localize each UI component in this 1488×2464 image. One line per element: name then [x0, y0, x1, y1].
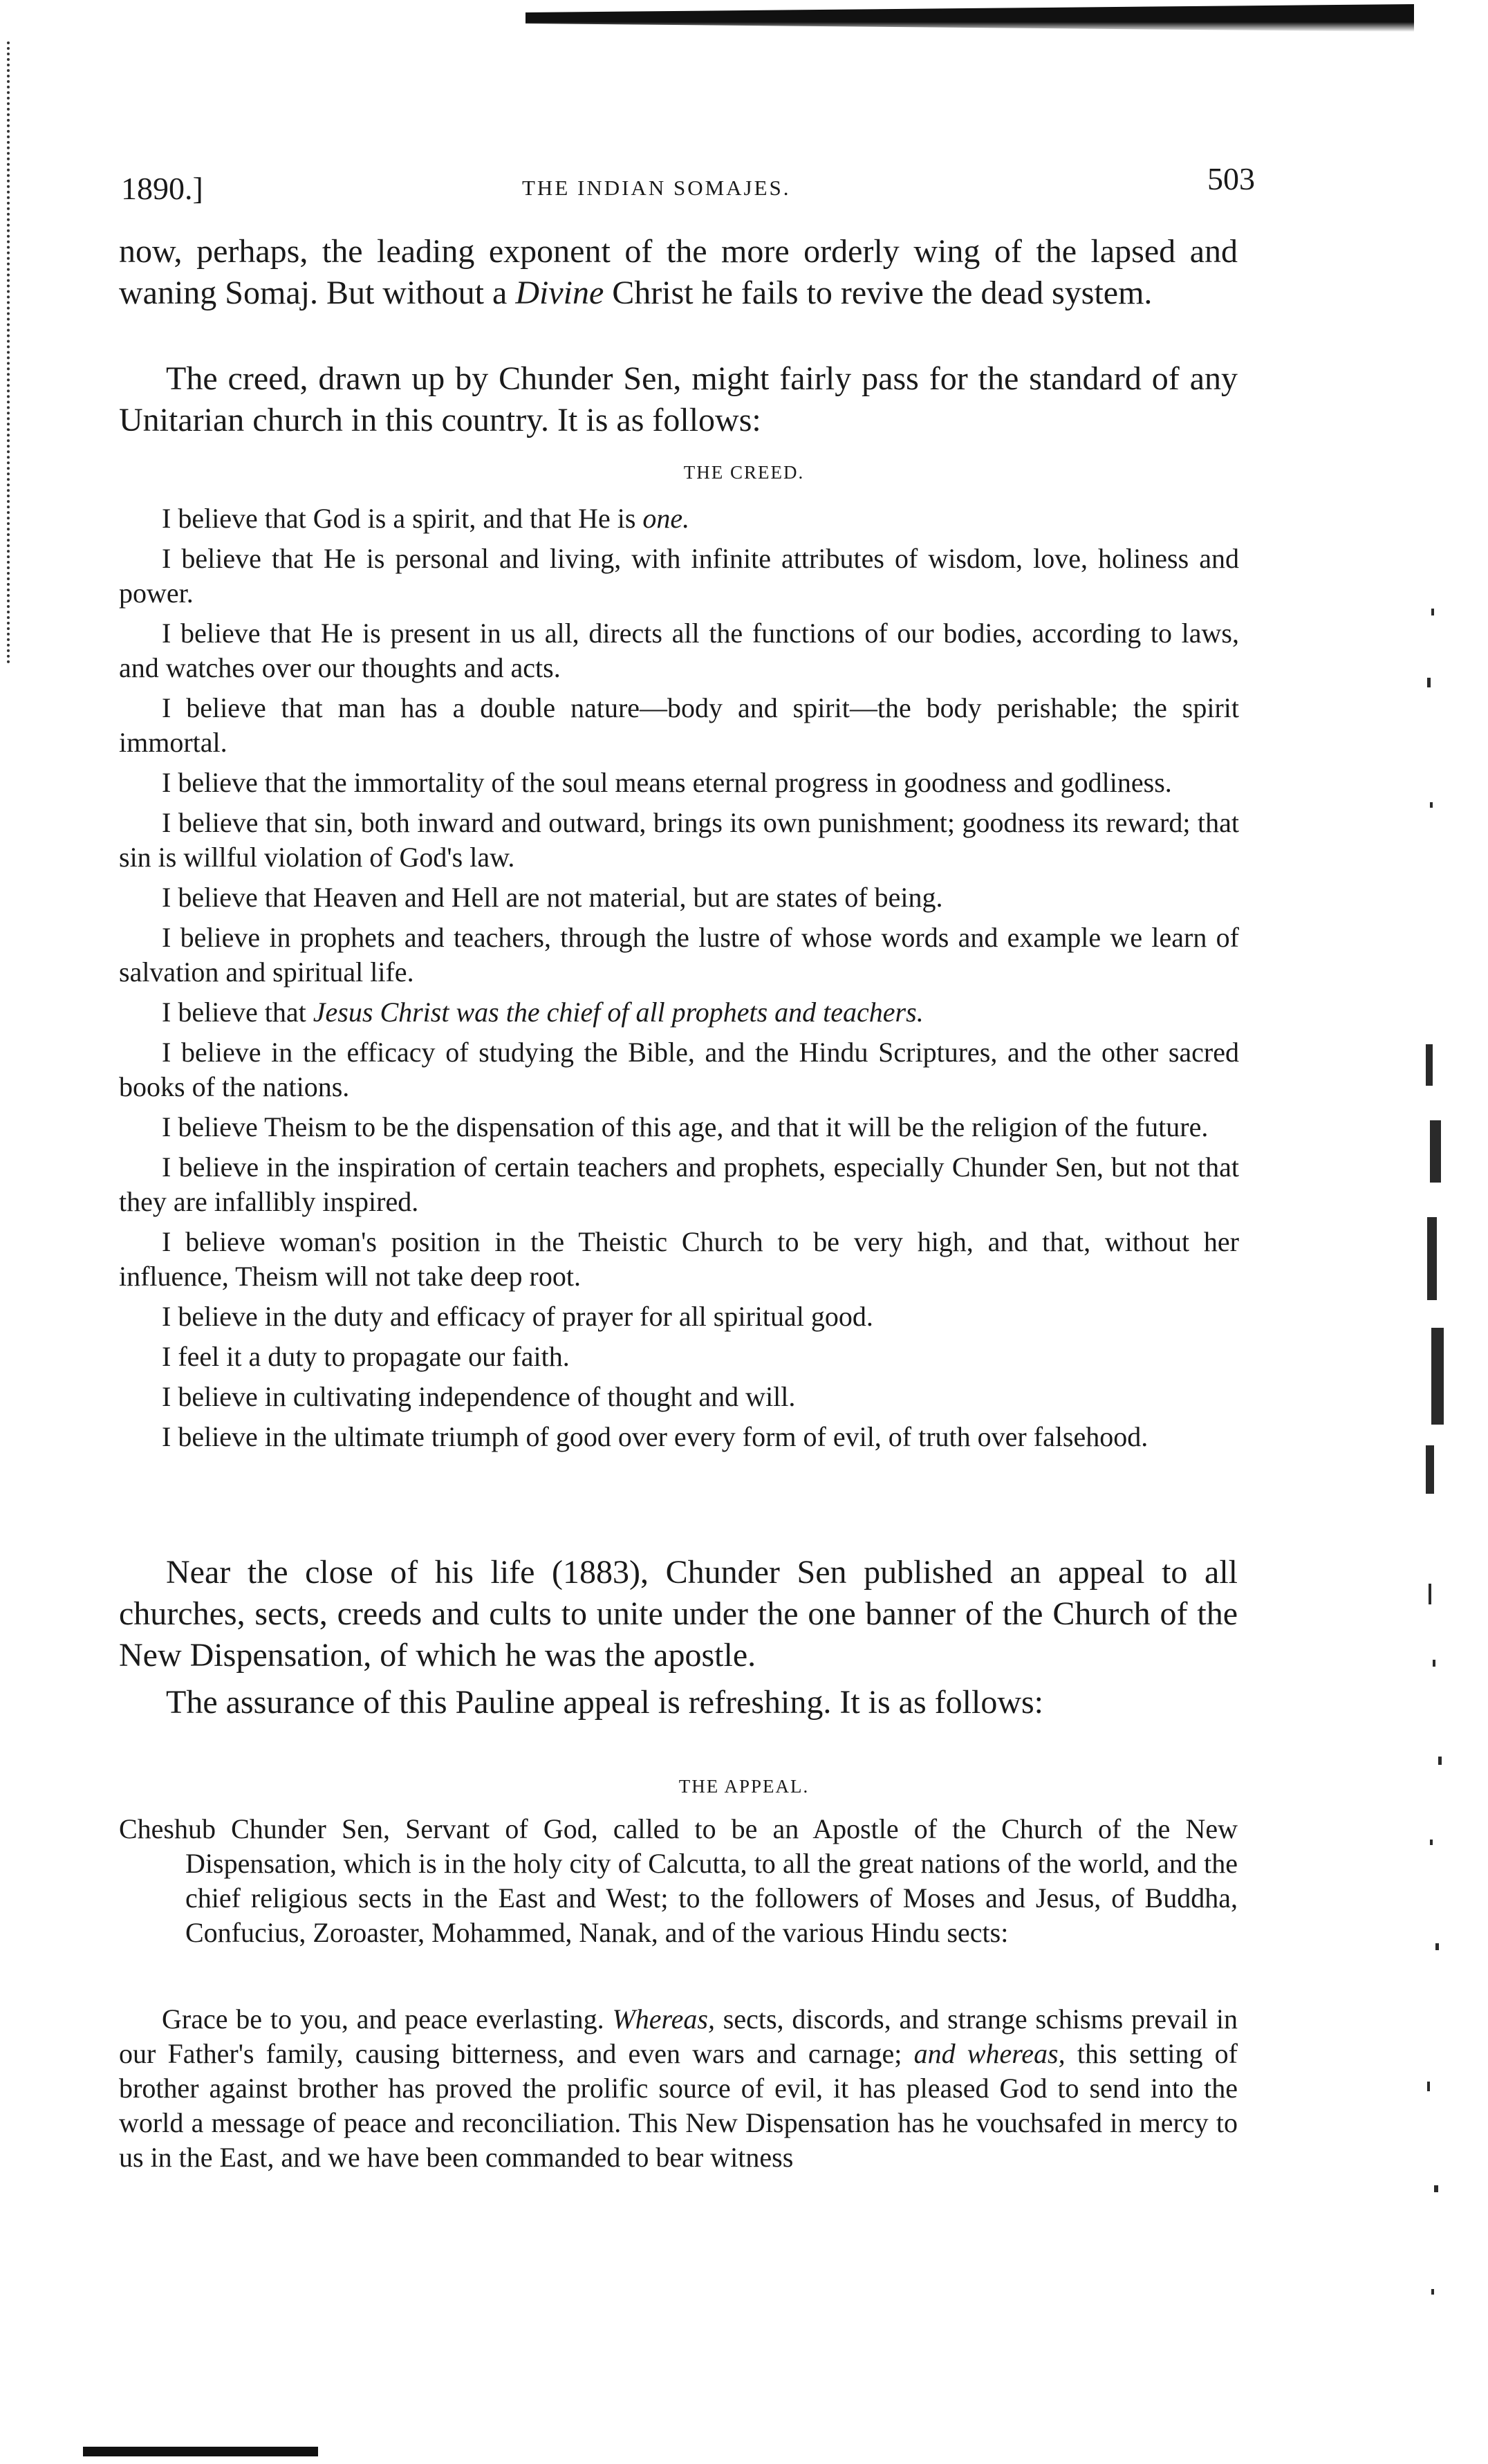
appeal-text: this setting of brother against brother has proved the prolific source of evil, it has pleased God to send into the world a message of peace and reconciliation. This New Dispensation has he vouchsafed in mercy to us in the East, and we have been commanded to bear witness — [119, 2038, 1238, 2173]
page-number: 503 — [1207, 161, 1255, 196]
creed-item: I feel it a duty to propagate our faith. — [162, 1341, 570, 1372]
creed-item: I believe in the ultimate triumph of good over every form of evil, of truth over falsehood. — [162, 1421, 1148, 1452]
appeal-italic: and whereas, — [913, 2038, 1066, 2069]
appeal-heading: THE APPEAL. — [678, 1776, 810, 1797]
appeal-intro-paragraph: Near the close of his life (1883), Chunder Sen published an appeal to all churches, sects, creeds and cults to unite under the one banner of the Church of the New Dispensation, of which he was the apostle. — [119, 1554, 1238, 1674]
running-title: THE INDIAN SOMAJES. — [522, 176, 791, 200]
creed-item: I believe that sin, both inward and outward, brings its own punishment; goodness its reward; that sin is willful violation of God's law. — [119, 807, 1239, 873]
appeal-italic: Whereas, — [612, 2003, 715, 2035]
intro-text: now, perhaps, the leading exponent of the more orderly wing of the lapsed and waning Somaj. But without a — [119, 233, 1238, 311]
creed-item-italic: one. — [642, 503, 690, 534]
creed-item: I believe in the inspiration of certain teachers and prophets, especially Chunder Sen, but not that they are infallibly inspired. — [119, 1151, 1239, 1217]
creed-list — [119, 501, 1239, 1460]
running-header — [121, 160, 1255, 209]
creed-item: I believe woman's position in the Theistic Church to be very high, and that, without her influence, Theism will not take deep root. — [119, 1226, 1239, 1292]
creed-item — [119, 501, 1239, 536]
creed-item: I believe Theism to be the dispensation of this age, and that it will be the religion of the future. — [162, 1111, 1209, 1142]
creed-item: I believe that He is personal and living, with infinite attributes of wisdom, love, holiness and power. — [119, 543, 1239, 609]
creed-item: I believe that man has a double nature—body and spirit—the body perishable; the spirit immortal. — [119, 692, 1239, 758]
appeal-address: Cheshub Chunder Sen, Servant of God, called to be an Apostle of the Church of the New Dispensation, which is in the holy city of Calcutta, to all the great nations of the world, and the chief religious sects in the East and West; to the followers of Moses and Jesus, of Buddha, Confucius, Zoroaster, Mohammed, Nanak, and of the various Hindu sects: — [119, 1813, 1238, 1948]
appeal-body — [119, 2002, 1238, 2175]
creed-item: I believe in prophets and teachers, through the lustre of whose words and example we learn of salvation and spiritual life. — [119, 922, 1239, 988]
creed-item-text: I believe that God is a spirit, and that He is — [162, 503, 643, 534]
creed-item: I believe in the efficacy of studying the Bible, and the Hindu Scriptures, and the other sacred books of the nations. — [119, 1037, 1239, 1102]
creed-item-italic: Jesus Christ was the chief of all prophets and teachers. — [313, 997, 924, 1028]
appeal-assurance-paragraph: The assurance of this Pauline appeal is refreshing. It is as follows: — [166, 1684, 1043, 1721]
creed-item-text: I believe that — [162, 997, 313, 1028]
intro-paragraph-2: The creed, drawn up by Chunder Sen, might fairly pass for the standard of any Unitarian church in this country. It is as follows: — [119, 360, 1238, 438]
creed-item: I believe that He is present in us all, directs all the functions of our bodies, according to laws, and watches over our thoughts and acts. — [119, 618, 1239, 683]
right-scan-edge — [1424, 595, 1466, 2427]
appeal-text: Grace be to you, and peace everlasting. — [162, 2003, 613, 2035]
intro-italic: Divine — [515, 275, 604, 311]
top-scan-border — [526, 4, 1414, 32]
creed-item: I believe in the duty and efficacy of prayer for all spiritual good. — [162, 1301, 873, 1332]
creed-heading: THE CREED. — [683, 462, 805, 483]
appeal-text: sects, discords, and strange schisms prevail in our Father's family, causing bitterness, and even wars and carnage; — [119, 2003, 1238, 2069]
intro-paragraph-1 — [119, 231, 1238, 314]
header-year: 1890.] — [121, 171, 203, 206]
creed-item: I believe in cultivating independence of thought and will. — [162, 1381, 796, 1412]
creed-item: I believe that Heaven and Hell are not material, but are states of being. — [162, 882, 943, 913]
left-scan-edge — [7, 41, 14, 664]
creed-item: I believe that the immortality of the soul means eternal progress in goodness and godliness. — [162, 767, 1172, 798]
intro-text-end: Christ he fails to revive the dead system. — [604, 275, 1153, 311]
bottom-scan-border — [83, 2447, 318, 2456]
creed-item — [119, 995, 1239, 1030]
